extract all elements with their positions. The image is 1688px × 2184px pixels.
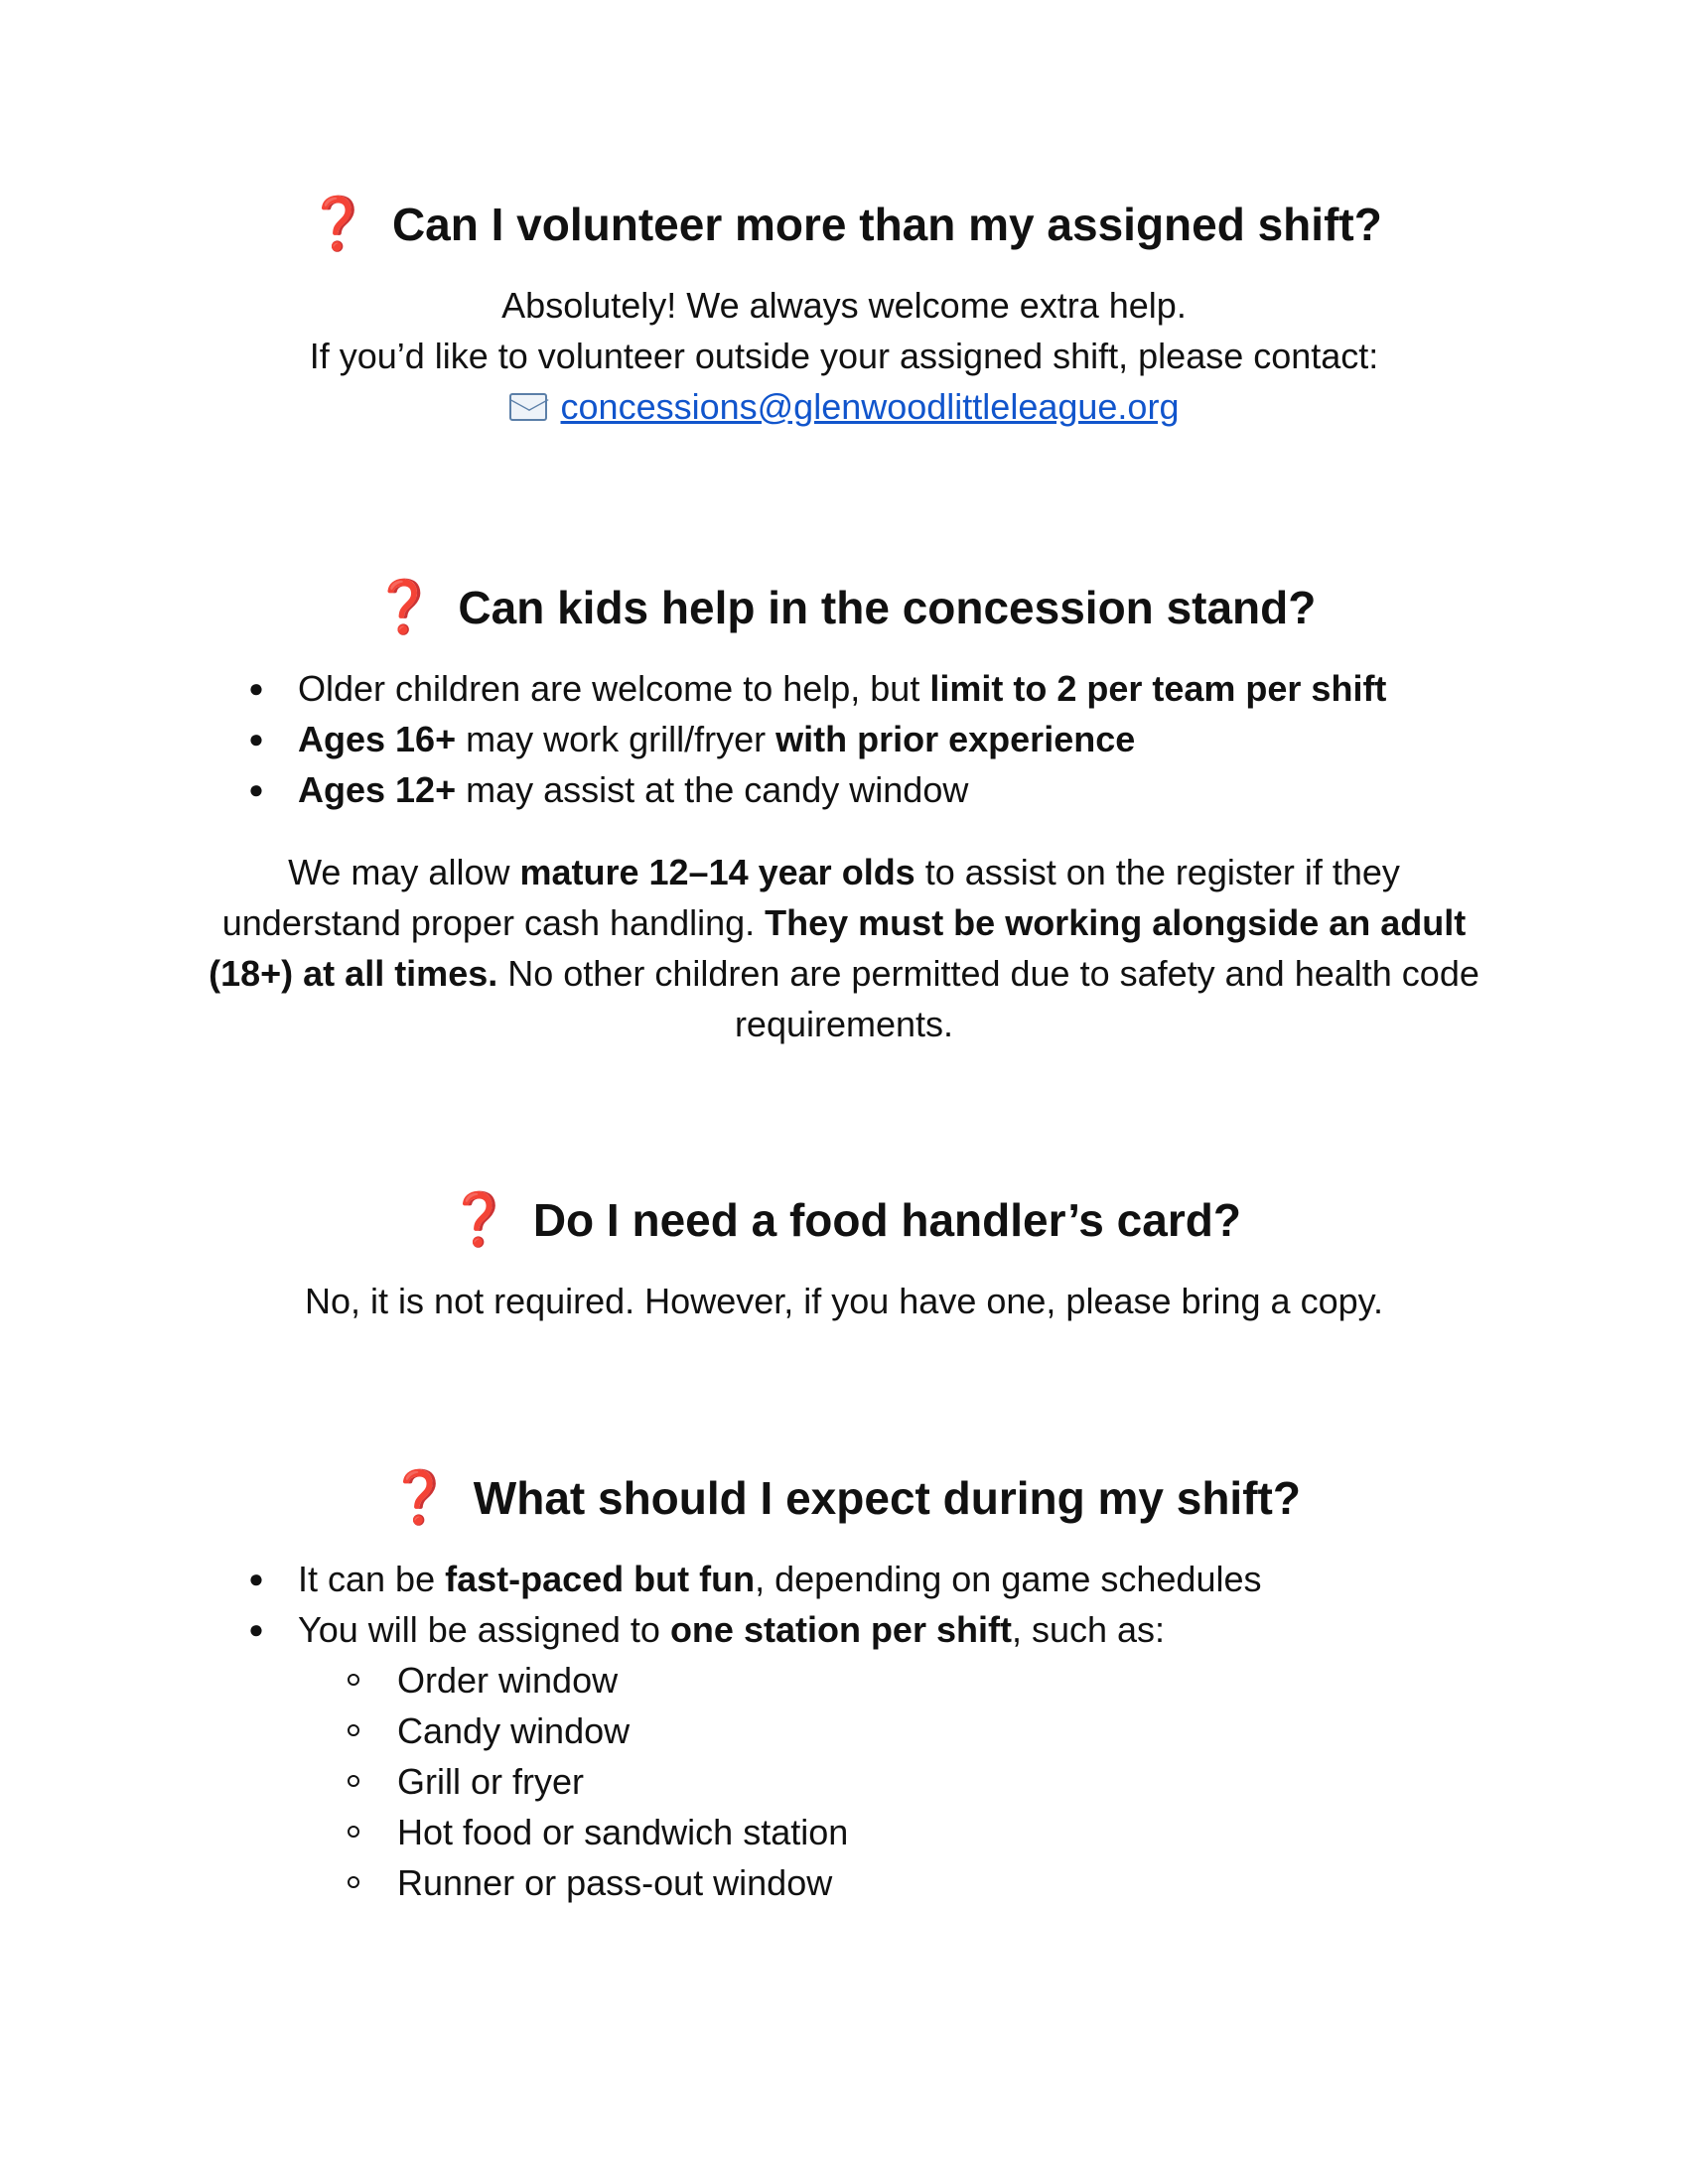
text: Grill or fryer (397, 1761, 584, 1802)
station-item (199, 1706, 1489, 1756)
faq-expect (199, 1468, 1489, 1908)
circle-bullet-icon (348, 1674, 359, 1686)
list-item (199, 1554, 1489, 1604)
text: may assist at the candy window (456, 769, 969, 810)
question-mark-icon: ❓ (387, 1469, 452, 1527)
bullet-icon: ● (248, 724, 264, 753)
food-card-answer: No, it is not required. However, if you have one, please bring a copy. (305, 1281, 1383, 1321)
text: Order window (397, 1660, 619, 1701)
circle-bullet-icon (348, 1876, 359, 1888)
heading-text: Can I volunteer more than my assigned shift? (391, 199, 1382, 250)
kids-rules-list (199, 663, 1489, 815)
list-item (199, 1604, 1489, 1655)
bullet-icon: ● (248, 774, 264, 804)
answer-line-2: If you’d like to volunteer outside your assigned shift, please contact: (309, 336, 1379, 376)
text: , depending on game schedules (755, 1559, 1262, 1599)
heading-text: Do I need a food handler’s card? (532, 1194, 1241, 1246)
contact-email-link[interactable]: concessions@glenwoodlittleleague.org (560, 386, 1180, 427)
text: It can be (298, 1559, 446, 1599)
station-list (199, 1655, 1489, 1908)
circle-bullet-icon (348, 1826, 359, 1838)
faq-heading-expect (199, 1468, 1489, 1528)
question-mark-icon: ❓ (371, 579, 437, 636)
station-item (199, 1807, 1489, 1857)
question-mark-icon: ❓ (447, 1191, 511, 1249)
bullet-icon: ● (248, 1614, 264, 1644)
text: Hot food or sandwich station (397, 1812, 849, 1852)
faq-kids (199, 578, 1489, 1049)
bold-text: limit to 2 per team per shift (929, 668, 1387, 709)
text: Candy window (397, 1710, 631, 1751)
expect-list (199, 1554, 1489, 1655)
text: No other children are permitted due to safety and health code requirements. (497, 953, 1479, 1044)
bold-text: mature 12–14 year olds (519, 852, 915, 892)
bold-text: fast-paced but fun (445, 1559, 756, 1599)
bold-text: Ages 12+ (298, 769, 457, 810)
text: , such as: (1011, 1609, 1166, 1650)
bold-text: one station per shift (669, 1609, 1012, 1650)
text: Runner or pass-out window (397, 1862, 833, 1903)
heading-text: What should I expect during my shift? (473, 1472, 1301, 1524)
text: You will be assigned to (298, 1609, 670, 1650)
answer-line-1: Absolutely! We always welcome extra help. (501, 285, 1187, 326)
bold-text: with prior experience (775, 719, 1136, 759)
station-item (199, 1857, 1489, 1908)
list-item (199, 714, 1489, 764)
question-mark-icon: ❓ (306, 196, 370, 253)
bullet-icon: ● (248, 1564, 264, 1593)
text: may work grill/fryer (456, 719, 776, 759)
text: Older children are welcome to help, but (298, 668, 930, 709)
faq-heading-volunteer (199, 195, 1489, 254)
faq-food-card (199, 1190, 1489, 1326)
faq-heading-food-card (199, 1190, 1489, 1250)
bold-text: They must be working alongside an adult (18+) at all times. (209, 902, 1467, 994)
list-item (199, 663, 1489, 714)
text: We may allow (288, 852, 520, 892)
faq-volunteer (199, 195, 1489, 432)
contact-email-line (199, 381, 1489, 432)
heading-text: Can kids help in the concession stand? (458, 582, 1317, 633)
kids-register-paragraph (199, 847, 1489, 1049)
circle-bullet-icon (348, 1775, 359, 1787)
envelope-icon (509, 393, 547, 421)
station-item (199, 1756, 1489, 1807)
bold-text: Ages 16+ (298, 719, 457, 759)
bullet-icon: ● (248, 673, 264, 703)
list-item (199, 764, 1489, 815)
station-item (199, 1655, 1489, 1706)
faq-heading-kids (199, 578, 1489, 637)
circle-bullet-icon (348, 1724, 359, 1736)
text: to assist on the register if they understand proper cash handling. (221, 852, 1400, 943)
